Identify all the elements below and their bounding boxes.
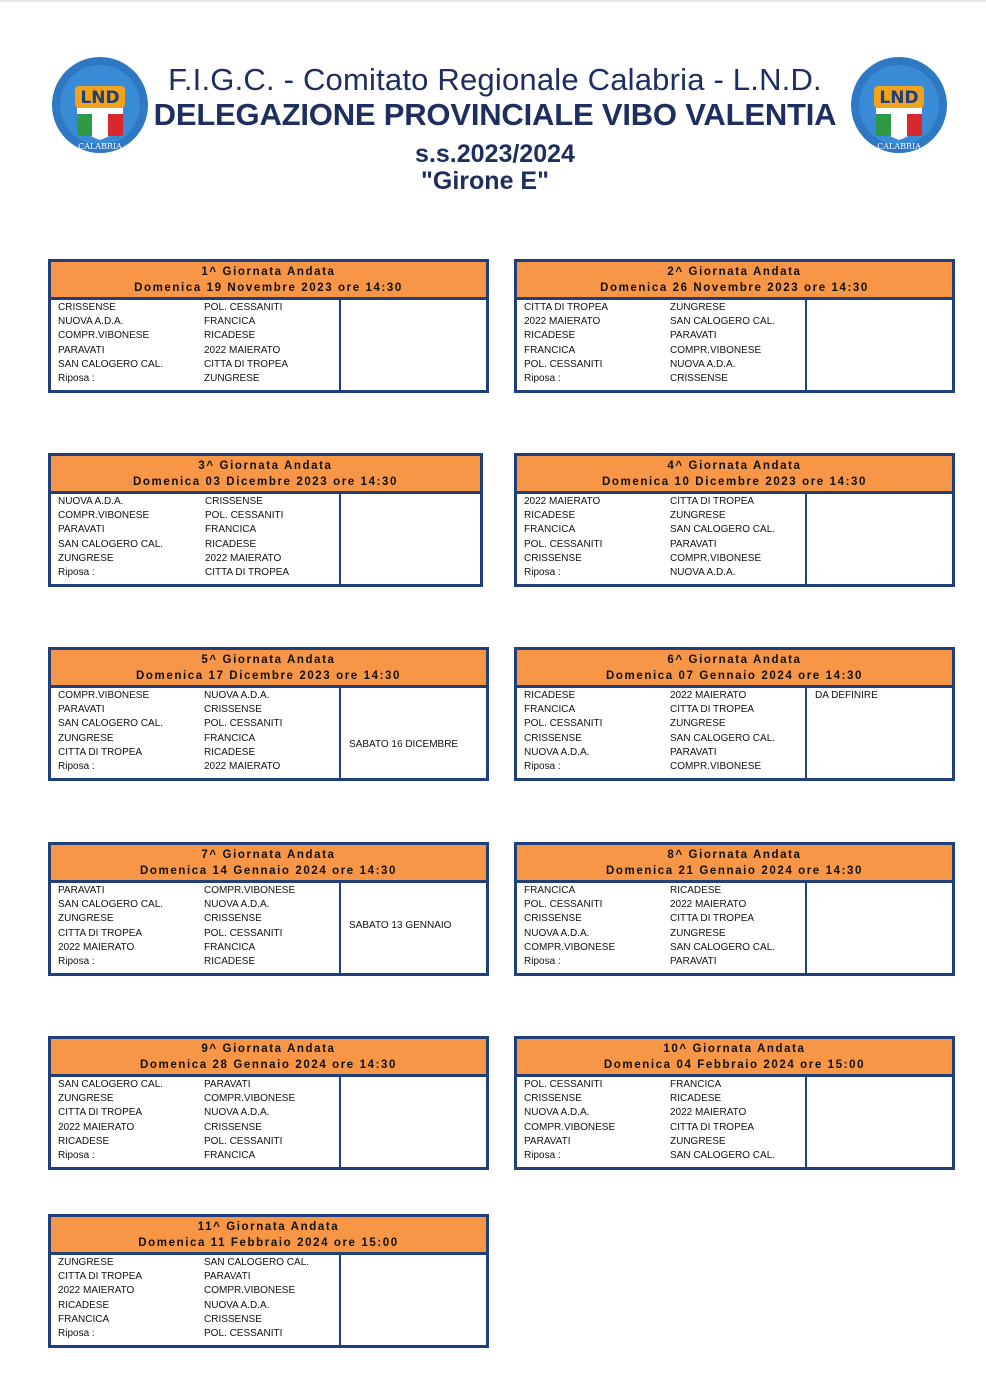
round-date: Domenica 10 Dicembre 2023 ore 14:30 <box>601 476 868 488</box>
home-team: CITTA DI TROPEA <box>58 927 143 939</box>
away-team: POL. CESSANITI <box>205 510 284 522</box>
round-title: 11^ Giornata Andata <box>197 1221 340 1233</box>
away-team: CITTA DI TROPEA <box>670 704 755 716</box>
home-team: 2022 MAIERATO <box>58 941 135 953</box>
home-team: SAN CALOGERO CAL. <box>58 899 164 911</box>
away-team: ZUNGRESE <box>670 1135 726 1147</box>
away-team: RICADESE <box>670 1093 722 1105</box>
home-team: COMPR.VIBONESE <box>58 510 150 522</box>
round-10-table <box>514 1036 955 1170</box>
home-team: CITTA DI TROPEA <box>58 1271 143 1283</box>
home-team: 2022 MAIERATO <box>524 316 601 328</box>
notes-column <box>339 494 480 584</box>
home-team: ZUNGRESE <box>58 913 114 925</box>
rest-label: Riposa : <box>58 761 95 772</box>
round-5-table <box>48 647 489 781</box>
resting-team: RICADESE <box>204 956 256 967</box>
home-team: ZUNGRESE <box>58 1257 114 1268</box>
home-team: SAN CALOGERO CAL. <box>58 1079 164 1090</box>
round-body <box>517 494 952 584</box>
resting-team: NUOVA A.D.A. <box>670 567 736 578</box>
home-team: COMPR.VIBONESE <box>524 1121 616 1133</box>
home-team: PARAVATI <box>58 704 105 716</box>
home-team: CITTA DI TROPEA <box>58 746 143 758</box>
home-team: PARAVATI <box>58 344 105 356</box>
away-team: SAN CALOGERO CAL. <box>670 316 776 328</box>
rest-label: Riposa : <box>524 1150 561 1161</box>
top-border <box>0 0 986 2</box>
away-team: SAN CALOGERO CAL. <box>670 941 776 953</box>
away-team: FRANCICA <box>205 524 257 536</box>
round-title: 3^ Giornata Andata <box>198 460 333 472</box>
away-team: CITTA DI TROPEA <box>670 913 755 925</box>
round-body <box>517 688 952 778</box>
home-team: COMPR.VIBONESE <box>58 690 150 701</box>
away-team: RICADESE <box>204 330 256 342</box>
round-date: Domenica 07 Gennaio 2024 ore 14:30 <box>605 670 864 682</box>
home-team: FRANCICA <box>58 1313 110 1325</box>
notes-column <box>805 1077 952 1167</box>
round-date: Domenica 17 Dicembre 2023 ore 14:30 <box>135 670 402 682</box>
round-header <box>51 456 480 494</box>
svg-text:LND: LND <box>80 88 120 108</box>
round-title: 4^ Giornata Andata <box>667 460 802 472</box>
away-team: FRANCICA <box>204 732 256 744</box>
away-team: 2022 MAIERATO <box>670 690 747 701</box>
home-team: 2022 MAIERATO <box>58 1121 135 1133</box>
home-team: COMPR.VIBONESE <box>524 941 616 953</box>
away-team: ZUNGRESE <box>670 718 726 730</box>
away-team: COMPR.VIBONESE <box>670 552 762 564</box>
round-title: 5^ Giornata Andata <box>201 654 336 666</box>
resting-team: CRISSENSE <box>670 373 728 384</box>
rest-label: Riposa : <box>58 956 95 967</box>
notes-column <box>805 688 952 778</box>
round-body <box>51 1255 486 1345</box>
away-team: PARAVATI <box>204 1271 251 1283</box>
notes-column <box>339 883 486 973</box>
home-team: POL. CESSANITI <box>524 358 603 370</box>
home-team: RICADESE <box>58 1135 110 1147</box>
lnd-calabria-logo-left <box>51 56 149 154</box>
round-body <box>51 494 480 584</box>
home-team: NUOVA A.D.A. <box>524 746 590 758</box>
round-body <box>517 883 952 973</box>
away-team: COMPR.VIBONESE <box>204 885 296 896</box>
svg-text:LND: LND <box>879 88 919 108</box>
round-3-table <box>48 453 483 587</box>
svg-text:CALABRIA: CALABRIA <box>78 142 122 151</box>
home-team: SAN CALOGERO CAL. <box>58 538 164 550</box>
away-team: NUOVA A.D.A. <box>204 1107 270 1119</box>
home-team: FRANCICA <box>524 885 576 896</box>
away-team: NUOVA A.D.A. <box>670 358 736 370</box>
home-team: CRISSENSE <box>524 913 582 925</box>
away-team: 2022 MAIERATO <box>204 344 281 356</box>
round-header <box>51 1039 486 1077</box>
home-team: SAN CALOGERO CAL. <box>58 358 164 370</box>
round-date: Domenica 14 Gennaio 2024 ore 14:30 <box>139 865 398 877</box>
away-team: RICADESE <box>670 885 722 896</box>
away-team: COMPR.VIBONESE <box>204 1285 296 1297</box>
home-team: PARAVATI <box>524 1135 571 1147</box>
away-team: CRISSENSE <box>204 704 262 716</box>
away-team: NUOVA A.D.A. <box>204 899 270 911</box>
round-date: Domenica 21 Gennaio 2024 ore 14:30 <box>605 865 864 877</box>
resting-team: ZUNGRESE <box>204 373 260 384</box>
round-header <box>517 1039 952 1077</box>
rest-label: Riposa : <box>524 956 561 967</box>
notes-column <box>339 1255 486 1345</box>
round-header <box>517 650 952 688</box>
resting-team: SAN CALOGERO CAL. <box>670 1150 776 1161</box>
home-team: FRANCICA <box>524 524 576 536</box>
home-team: FRANCICA <box>524 704 576 716</box>
round-header <box>51 1217 486 1255</box>
resting-team: CITTA DI TROPEA <box>205 567 290 578</box>
home-team: CRISSENSE <box>524 732 582 744</box>
away-team: RICADESE <box>205 538 257 550</box>
away-team: SAN CALOGERO CAL. <box>204 1257 310 1268</box>
resting-team: FRANCICA <box>204 1150 256 1161</box>
resting-team: 2022 MAIERATO <box>204 761 281 772</box>
away-team: CRISSENSE <box>205 496 263 507</box>
notes-column <box>805 883 952 973</box>
home-team: RICADESE <box>524 690 576 701</box>
home-team: RICADESE <box>524 330 576 342</box>
away-team: FRANCICA <box>670 1079 722 1090</box>
notes-column <box>805 300 952 390</box>
notes-column <box>805 494 952 584</box>
away-team: FRANCICA <box>204 941 256 953</box>
round-title: 7^ Giornata Andata <box>201 849 336 861</box>
round-header <box>517 262 952 300</box>
home-team: CRISSENSE <box>58 302 116 313</box>
round-body <box>51 1077 486 1167</box>
svg-text:CALABRIA: CALABRIA <box>877 142 921 151</box>
home-team: PARAVATI <box>58 885 105 896</box>
rest-label: Riposa : <box>58 1328 95 1339</box>
home-team: POL. CESSANITI <box>524 718 603 730</box>
round-date: Domenica 26 Novembre 2023 ore 14:30 <box>600 282 869 294</box>
rest-label: Riposa : <box>524 373 561 384</box>
rest-label: Riposa : <box>58 1150 95 1161</box>
resting-team: COMPR.VIBONESE <box>670 761 762 772</box>
away-team: CITTA DI TROPEA <box>670 496 755 507</box>
home-team: CITTA DI TROPEA <box>58 1107 143 1119</box>
notes-column <box>339 300 486 390</box>
away-team: SAN CALOGERO CAL. <box>670 732 776 744</box>
away-team: CITTA DI TROPEA <box>204 358 289 370</box>
home-team: ZUNGRESE <box>58 552 114 564</box>
rest-label: Riposa : <box>58 373 95 384</box>
home-team: SAN CALOGERO CAL. <box>58 718 164 730</box>
header-group: "Girone E" <box>421 167 549 195</box>
home-team: CRISSENSE <box>524 1093 582 1105</box>
rest-label: Riposa : <box>524 567 561 578</box>
home-team: COMPR.VIBONESE <box>58 330 150 342</box>
round-body <box>51 688 486 778</box>
away-team: PARAVATI <box>670 538 717 550</box>
away-team: COMPR.VIBONESE <box>670 344 762 356</box>
notes-column <box>339 1077 486 1167</box>
away-team: PARAVATI <box>670 746 717 758</box>
away-team: CITTA DI TROPEA <box>670 1121 755 1133</box>
rest-label: Riposa : <box>58 567 95 578</box>
home-team: NUOVA A.D.A. <box>524 927 590 939</box>
round-header <box>51 262 486 300</box>
home-team: RICADESE <box>524 510 576 522</box>
round-2-table <box>514 259 955 393</box>
round-date: Domenica 11 Febbraio 2024 ore 15:00 <box>138 1237 399 1249</box>
round-body <box>51 883 486 973</box>
away-team: POL. CESSANITI <box>204 718 283 730</box>
round-date: Domenica 19 Novembre 2023 ore 14:30 <box>134 282 403 294</box>
round-title: 6^ Giornata Andata <box>667 654 802 666</box>
round-date: Domenica 28 Gennaio 2024 ore 14:30 <box>139 1059 398 1071</box>
round-header <box>51 650 486 688</box>
away-team: ZUNGRESE <box>670 927 726 939</box>
round-header <box>517 845 952 883</box>
round-title: 10^ Giornata Andata <box>663 1043 806 1055</box>
round-title: 2^ Giornata Andata <box>667 266 802 278</box>
header-delegation: DELEGAZIONE PROVINCIALE VIBO VALENTIA <box>153 97 837 132</box>
home-team: POL. CESSANITI <box>524 1079 603 1090</box>
header-federation: F.I.G.C. - Comitato Regionale Calabria - L.N.D. <box>168 62 822 97</box>
home-team: RICADESE <box>58 1299 110 1311</box>
home-team: CITTA DI TROPEA <box>524 302 609 313</box>
away-team: POL. CESSANITI <box>204 302 283 313</box>
home-team: ZUNGRESE <box>58 732 114 744</box>
away-team: 2022 MAIERATO <box>205 552 282 564</box>
resting-team: PARAVATI <box>670 956 717 967</box>
round-body <box>517 1077 952 1167</box>
round-4-table <box>514 453 955 587</box>
home-team: PARAVATI <box>58 524 105 536</box>
away-team: POL. CESSANITI <box>204 927 283 939</box>
round-note: SABATO 13 GENNAIO <box>349 920 452 931</box>
home-team: CRISSENSE <box>524 552 582 564</box>
round-11-table <box>48 1214 489 1348</box>
home-team: FRANCICA <box>524 344 576 356</box>
resting-team: POL. CESSANITI <box>204 1328 283 1339</box>
rest-label: Riposa : <box>524 761 561 772</box>
round-7-table <box>48 842 489 976</box>
home-team: POL. CESSANITI <box>524 538 603 550</box>
away-team: PARAVATI <box>670 330 717 342</box>
away-team: SAN CALOGERO CAL. <box>670 524 776 536</box>
away-team: CRISSENSE <box>204 913 262 925</box>
away-team: POL. CESSANITI <box>204 1135 283 1147</box>
round-title: 8^ Giornata Andata <box>667 849 802 861</box>
home-team: POL. CESSANITI <box>524 899 603 911</box>
away-team: ZUNGRESE <box>670 510 726 522</box>
home-team: NUOVA A.D.A. <box>58 496 124 507</box>
header-season: s.s.2023/2024 <box>415 140 575 168</box>
round-title: 9^ Giornata Andata <box>201 1043 336 1055</box>
away-team: ZUNGRESE <box>670 302 726 313</box>
away-team: CRISSENSE <box>204 1313 262 1325</box>
round-body <box>517 300 952 390</box>
lnd-calabria-logo-right <box>850 56 948 154</box>
away-team: COMPR.VIBONESE <box>204 1093 296 1105</box>
home-team: NUOVA A.D.A. <box>58 316 124 328</box>
home-team: 2022 MAIERATO <box>524 496 601 507</box>
round-8-table <box>514 842 955 976</box>
round-date: Domenica 04 Febbraio 2024 ore 15:00 <box>603 1059 866 1071</box>
round-9-table <box>48 1036 489 1170</box>
away-team: PARAVATI <box>204 1079 251 1090</box>
round-note: SABATO 16 DICEMBRE <box>349 739 459 750</box>
away-team: 2022 MAIERATO <box>670 1107 747 1119</box>
round-body <box>51 300 486 390</box>
round-header <box>51 845 486 883</box>
away-team: 2022 MAIERATO <box>670 899 747 911</box>
round-6-table <box>514 647 955 781</box>
away-team: RICADESE <box>204 746 256 758</box>
notes-column <box>339 688 486 778</box>
round-1-table <box>48 259 489 393</box>
home-team: NUOVA A.D.A. <box>524 1107 590 1119</box>
round-title: 1^ Giornata Andata <box>201 266 336 278</box>
round-date: Domenica 03 Dicembre 2023 ore 14:30 <box>132 476 399 488</box>
round-note: DA DEFINIRE <box>815 690 878 701</box>
away-team: NUOVA A.D.A. <box>204 690 270 701</box>
home-team: ZUNGRESE <box>58 1093 114 1105</box>
home-team: 2022 MAIERATO <box>58 1285 135 1297</box>
away-team: FRANCICA <box>204 316 256 328</box>
round-header <box>517 456 952 494</box>
away-team: CRISSENSE <box>204 1121 262 1133</box>
away-team: NUOVA A.D.A. <box>204 1299 270 1311</box>
